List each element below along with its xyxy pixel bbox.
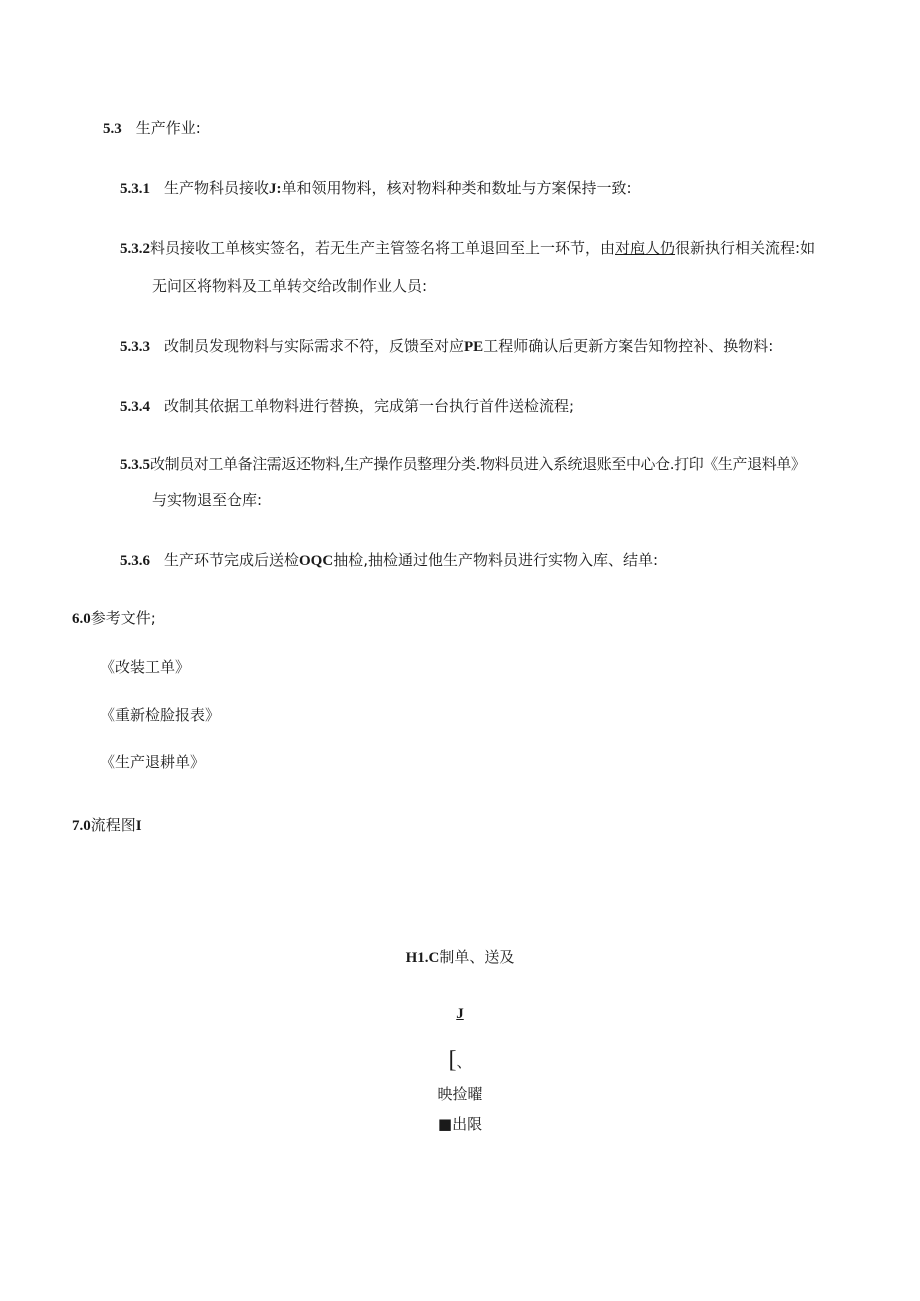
flowchart-node-2: [0, 1003, 920, 1024]
reference-item: [100, 752, 205, 772]
section-5-3-6: [120, 550, 658, 571]
section-text-a: 改制员发现物料与实际需求不符，反馈至对应: [164, 337, 465, 355]
section-text-bold: PE: [464, 339, 484, 355]
flowchart-node-4: [0, 1084, 920, 1104]
section-number: 5.3.2: [120, 241, 150, 257]
reference-item: [100, 705, 220, 725]
section-text-line2: 无问区将物料及工单转交给改制作业人员:: [152, 277, 428, 295]
section-text-line2: 与实物退至仓库:: [152, 491, 263, 509]
section-title: 参考文件;: [90, 609, 156, 627]
section-number: 5.3.4: [120, 399, 150, 415]
section-text-line1: 改制员对工单备注需返还物料,生产操作员整理分类.物料员进入系统退账至中心仓.打印《生产退料单》: [150, 455, 806, 473]
flowchart-heading: [72, 815, 142, 836]
section-text-bold: OQC: [299, 553, 334, 569]
flowchart-node-text: 制单、送及: [439, 948, 515, 966]
section-title-suffix: I: [135, 818, 142, 834]
section-title: 流程图: [90, 816, 136, 834]
section-number: 5.3: [103, 121, 122, 137]
flowchart-node-3: [0, 1046, 920, 1076]
section-number: 6.0: [72, 611, 91, 627]
reference-item-text: 《生产退耕单》: [100, 753, 206, 771]
flowchart-node-text: ■出限: [437, 1115, 483, 1133]
section-5-3: [103, 118, 201, 139]
section-title: 生产作业:: [135, 119, 201, 137]
flowchart-node-1: [0, 947, 920, 968]
section-5-3-4: [120, 396, 574, 417]
section-inline-code: J:: [269, 181, 282, 197]
section-5-3-5-line2: [152, 490, 262, 510]
section-number: 5.3.5: [120, 457, 150, 473]
reference-item: [100, 657, 190, 677]
reference-item-text: 《改装工单》: [100, 658, 191, 676]
flowchart-node-code: H1.C: [405, 950, 440, 966]
flowchart-node-text: 映捡曜: [437, 1085, 483, 1103]
section-text-b: 很新执行相关流程:如: [675, 239, 816, 257]
section-number: 7.0: [72, 818, 91, 834]
section-text-a: 料员接收工单核实签名，若无生产主管签名将工单退回至上一环节，由: [150, 239, 616, 257]
section-5-3-1: [120, 178, 632, 199]
section-text-b: 工程师确认后更新方案告知物控补、换物料:: [483, 337, 774, 355]
section-5-3-5: [120, 454, 806, 475]
section-number: 5.3.6: [120, 553, 150, 569]
flowchart-node-5: [0, 1114, 920, 1134]
section-5-3-2: [120, 238, 815, 259]
section-5-3-2-line2: [152, 276, 427, 296]
section-number: 5.3.3: [120, 339, 150, 355]
flowchart-node-text: 、: [456, 1053, 472, 1071]
section-text-after: 单和领用物料，核对物料种类和数址与方案保持一致:: [281, 179, 632, 197]
flowchart-bracket: [: [448, 1047, 457, 1073]
reference-item-text: 《重新检脸报表》: [100, 706, 221, 724]
section-number: 5.3.1: [120, 181, 150, 197]
section-text: 改制其依据工单物料进行替换，完成第一台执行首件送检流程;: [164, 397, 575, 415]
section-5-3-3: [120, 336, 773, 357]
flowchart-node-text: J: [456, 1006, 464, 1022]
section-text-a: 生产环节完成后送检: [164, 551, 300, 569]
section-text-underline: 对庖人仍: [615, 239, 676, 257]
section-text-b: 抽检,抽检通过他生产物料员进行实物入库、结单:: [333, 551, 659, 569]
references-heading: [72, 608, 156, 629]
section-text: 生产物科员接收: [164, 179, 270, 197]
